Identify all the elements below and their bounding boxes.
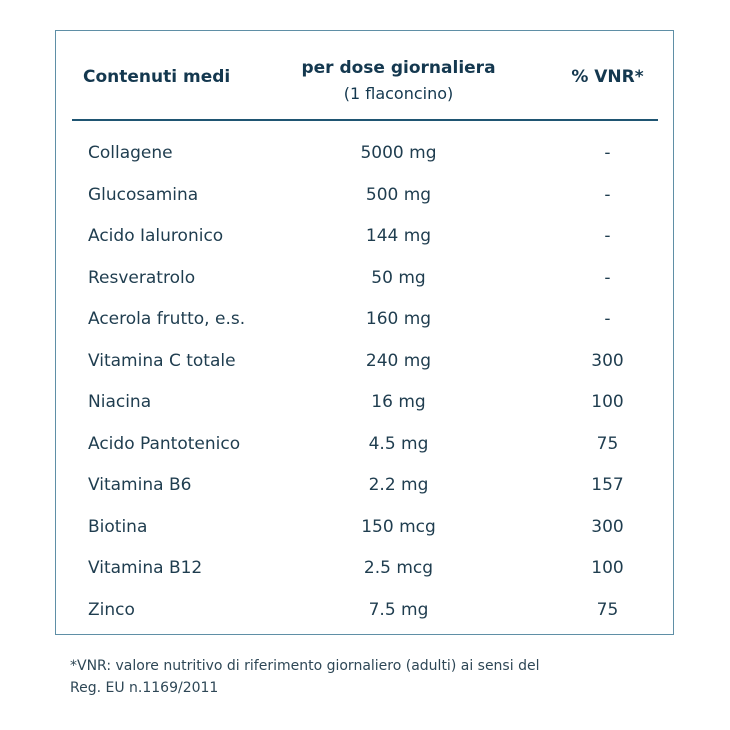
row-amount: 500 mg xyxy=(365,184,432,205)
row-vnr: - xyxy=(604,184,611,205)
row-nutrient-name: Glucosamina xyxy=(88,184,199,205)
row-vnr: 300 xyxy=(591,516,624,537)
table-row xyxy=(56,548,673,590)
header-per-dose-main: per dose giornaliera xyxy=(301,58,496,78)
table-row xyxy=(56,258,673,300)
header-per-dose-sub: (1 flaconcino) xyxy=(343,84,454,103)
row-amount: 160 mg xyxy=(365,309,432,329)
table-row xyxy=(56,133,673,175)
table-header xyxy=(56,31,673,121)
vnr-footnote xyxy=(70,655,710,699)
footnote-line-1: *VNR: valore nutritivo di riferimento giornaliero (adulti) ai sensi del xyxy=(70,658,540,674)
row-nutrient-name: Biotina xyxy=(88,516,148,537)
row-amount: 4.5 mg xyxy=(368,433,429,454)
table-row xyxy=(56,299,673,341)
nutrition-table-panel xyxy=(55,30,674,635)
row-amount: 2.5 mcg xyxy=(363,558,434,578)
row-amount: 150 mcg xyxy=(361,516,436,537)
row-vnr: - xyxy=(604,143,611,163)
row-amount: 144 mg xyxy=(365,226,432,246)
row-vnr: 100 xyxy=(591,392,624,412)
row-nutrient-name: Vitamina C totale xyxy=(88,350,236,371)
row-amount: 16 mg xyxy=(371,392,426,412)
row-amount: 5000 mg xyxy=(360,143,437,163)
table-row xyxy=(56,341,673,383)
row-vnr: - xyxy=(604,226,611,246)
header-vnr: % VNR* xyxy=(571,67,644,87)
row-nutrient-name: Vitamina B12 xyxy=(88,558,203,578)
table-row xyxy=(56,590,673,632)
row-vnr: 75 xyxy=(596,433,619,454)
row-nutrient-name: Niacina xyxy=(88,392,152,412)
footnote-line-2: Reg. EU n.1169/2011 xyxy=(70,680,219,696)
row-nutrient-name: Zinco xyxy=(88,599,135,620)
row-amount: 7.5 mg xyxy=(368,599,429,620)
row-vnr: - xyxy=(604,309,611,329)
row-vnr: - xyxy=(604,267,611,288)
table-row xyxy=(56,216,673,258)
header-per-dose xyxy=(266,55,531,107)
row-nutrient-name: Resveratrolo xyxy=(88,267,196,288)
row-nutrient-name: Acerola frutto, e.s. xyxy=(88,309,246,329)
row-vnr: 300 xyxy=(591,350,624,371)
row-nutrient-name: Collagene xyxy=(88,143,173,163)
row-amount: 240 mg xyxy=(365,350,432,371)
table-body xyxy=(56,133,673,631)
row-nutrient-name: Vitamina B6 xyxy=(88,475,192,495)
header-contenuti-medi: Contenuti medi xyxy=(83,67,231,87)
table-row xyxy=(56,424,673,466)
table-row xyxy=(56,507,673,549)
row-vnr: 157 xyxy=(591,475,624,495)
row-nutrient-name: Acido Pantotenico xyxy=(88,433,241,454)
row-vnr: 100 xyxy=(591,558,624,578)
table-row xyxy=(56,382,673,424)
row-nutrient-name: Acido Ialuronico xyxy=(88,226,224,246)
header-divider xyxy=(72,119,658,121)
table-row xyxy=(56,465,673,507)
row-amount: 2.2 mg xyxy=(368,475,429,495)
table-row xyxy=(56,175,673,217)
row-vnr: 75 xyxy=(596,599,619,620)
row-amount: 50 mg xyxy=(371,267,426,288)
